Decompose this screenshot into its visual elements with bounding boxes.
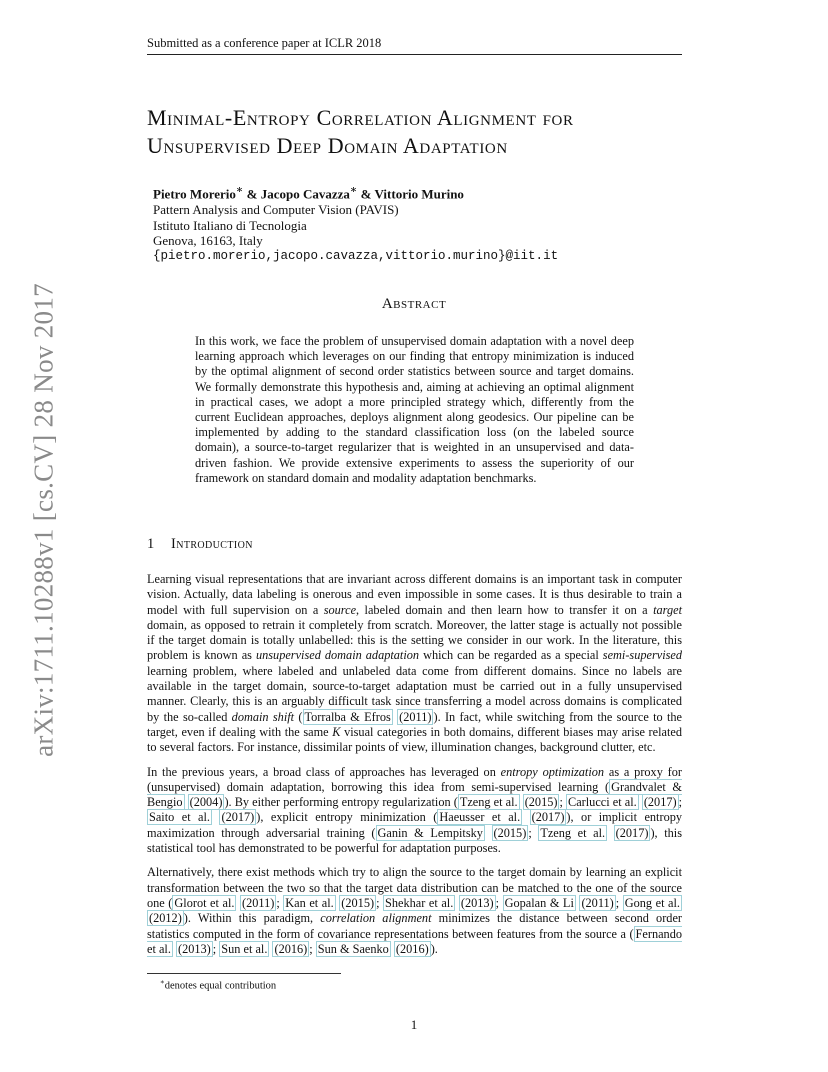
citation-link[interactable]: Kan et al. [285,895,334,910]
citation-link[interactable]: Gopalan & Li [504,895,574,910]
citation-link[interactable]: Sun et al. [221,941,268,956]
text-run: ), explicit entropy minimization ( [256,810,438,825]
footnote-mark: ∗ [160,978,165,986]
author-sep-2: & [357,186,375,202]
citation-link[interactable]: Shekhar et al. [385,895,454,910]
title-line-2: Unsupervised Deep Domain Adaptation [147,133,508,158]
text-run: ). In fact, while switching from the source to the target, even if dealing with the same [147,709,683,739]
paragraph-3 [147,865,682,957]
citation-link[interactable]: Ganin & Lempitsky [377,825,483,840]
author-sep-1: & [243,186,261,202]
text-run: , labeled domain and then learn how to transfer it on a [356,602,654,617]
citation-year-link[interactable]: (2015) [524,795,558,810]
citation-year-link[interactable]: (2011) [242,895,275,910]
text-run: ). Within this paradigm, [183,911,321,926]
citation-link[interactable]: Carlucci et al. [568,795,637,810]
author-block [153,183,558,264]
citation-year-link[interactable]: (2017) [221,810,255,825]
author-2-mark: ∗ [349,184,358,196]
affiliation-line-2: Istituto Italiano di Tecnologia [153,217,307,233]
citation-year-link[interactable]: (2015) [493,825,527,840]
text-run: ; [376,895,384,910]
paper-title [147,104,707,160]
text-run: Alternatively, there exist methods which try to align the source to the target domain by learning an explicit transformation between the two so that the target data distribution can be matched to the one of the source one ( [147,865,682,910]
citation-link[interactable]: Tzeng et al. [459,795,518,810]
citation-link[interactable]: Torralba & Efros [304,709,391,724]
citation-link[interactable]: Fernando et al. [147,926,682,956]
text-run: ; [276,895,284,910]
page-number: 1 [410,1017,418,1032]
text-run: ), this statistical tool has demonstrated to be powerful for adaptation purposes. [147,825,682,856]
citation-year-link[interactable]: (2017) [615,825,649,840]
citation-year-link[interactable]: (2013) [177,941,211,956]
footnote [160,978,276,992]
running-header: Submitted as a conference paper at ICLR 2018 [147,36,382,50]
text-run: minimizes the distance between second order statistics computed in the form of covariance representations between features from the source a ( [147,911,682,941]
citation-link[interactable]: Grandvalet & Bengio [147,779,682,810]
citation-link[interactable]: Haeusser et al. [439,810,521,825]
text-run: ; [309,941,316,956]
author-3: Vittorio Murino [374,186,464,202]
author-1-mark: ∗ [235,184,244,196]
author-emails: {pietro.morerio,jacopo.cavazza,vittorio.murino}@iit.it [153,248,559,263]
abstract-text: In this work, we face the problem of unsupervised domain adaptation with a novel deep learning approach which leverages on our finding that entropy minimization is induced by the optimal alignment of second order statistics between source and target domains. We formally demonstrate this hypothesis and, aiming at achieving an optimal alignment in practical cases, we adopt a more principled strategy which, differently from the current Euclidean approaches, deploys alignment along geodesics. Our pipeline can be implemented by adding to the standard classification loss (on the labeled source domain), a source-to-target regularizer that is weighted in an unsupervised and data-driven fashion. We provide extensive experiments to assess the superiority of our framework on standard domain and modality adaptation benchmarks. [195,334,634,485]
emphasis: source [323,602,357,617]
text-run: ; [559,795,567,810]
abstract-heading: Abstract [381,296,447,312]
text-run: ; [495,895,503,910]
text-run: ; [212,941,220,956]
citation-year-link[interactable]: (2011) [399,709,432,724]
section-heading [147,536,253,553]
title-line-1: Minimal-Entropy Correlation Alignment for [147,105,574,130]
header-rule [147,54,682,55]
section-number: 1 [147,536,155,552]
citation-year-link[interactable]: (2015) [341,895,375,910]
text-run: Learning visual representations that are invariant across different domains is an important task in computer vision. Actually, data labeling is onerous and even impossible in some cases. It is thus desirable to train a model with full supervision on a [147,572,682,617]
paragraph-2 [147,765,682,857]
footnote-rule [147,973,341,974]
emphasis: unsupervised domain adaptation [255,648,420,663]
emphasis: entropy optimization [500,764,605,779]
author-2: Jacopo Cavazza [260,186,350,202]
text-run: which can be regarded as a special [419,648,603,663]
text-run: domain, as opposed to retrain it completely from scratch. Moreover, the latter stage is actually not possible if the target domain is totally unlabelled: this is the setting we consider in our work. In the literature, this problem is known as [147,617,682,663]
citation-link[interactable]: Sun & Saenko [317,941,389,956]
text-run: ; [678,795,683,810]
citation-year-link[interactable]: (2004) [189,795,223,810]
citation-year-link[interactable]: (2011) [581,895,614,910]
text-run: ( [294,709,303,724]
citation-link[interactable]: Tzeng et al. [540,825,606,840]
author-names [153,183,558,202]
citation-year-link[interactable]: (2016) [395,941,429,956]
citation-link[interactable]: Glorot et al. [174,895,235,910]
text-run: as a proxy for (unsupervised) domain adaptation, borrowing this idea from semi-supervised learning ( [147,764,682,794]
author-1: Pietro Morerio [153,186,236,202]
citation-year-link[interactable]: (2017) [531,810,565,825]
text-run: ). By either performing entropy regularization ( [224,795,458,810]
emphasis: K [332,724,341,739]
text-run: ), or implicit entropy maximization through adversarial training ( [147,810,683,840]
section-title: Introduction [171,536,253,552]
text-run: learning problem, where labeled and unlabeled data come from different domains. Since no labels are available in the target domain, source-to-target adaptation must be carried out in a fully unsupervised manner. Clearly, this is an arguably difficult task since transferring a model across domains is complicated by the so-called [147,663,682,724]
affiliation-line-3: Genova, 16163, Italy [153,233,263,249]
text-run: ; [615,895,623,910]
citation-link[interactable]: Gong et al. [624,895,680,910]
emphasis: semi-supervised [602,648,683,663]
text-run: In the previous years, a broad class of approaches has leveraged on [147,764,501,779]
citation-year-link[interactable]: (2016) [274,941,308,956]
arxiv-id: arXiv:1711.10288v1 [cs.CV] 28 Nov 2017 [28,283,59,757]
text-run: visual categories in both domains, different biases may arise related to several factors. For instance, dissimilar points of view, illumination changes, background clutter, etc. [147,724,683,755]
emphasis: target [653,602,682,617]
emphasis: domain shift [231,709,295,724]
paragraph-1 [147,572,682,756]
footnote-text: denotes equal contribution [164,980,277,992]
text-run: ; [528,825,539,840]
affiliation-line-1: Pattern Analysis and Computer Vision (PAVIS) [153,201,399,217]
text-run: ). [430,941,438,956]
emphasis: correlation alignment [320,911,432,926]
citation-year-link[interactable]: (2017) [643,795,677,810]
body-text [147,572,682,966]
citation-link[interactable]: Saito et al. [149,810,211,825]
citation-year-link[interactable]: (2013) [460,895,494,910]
citation-year-link[interactable]: (2012) [149,911,182,926]
